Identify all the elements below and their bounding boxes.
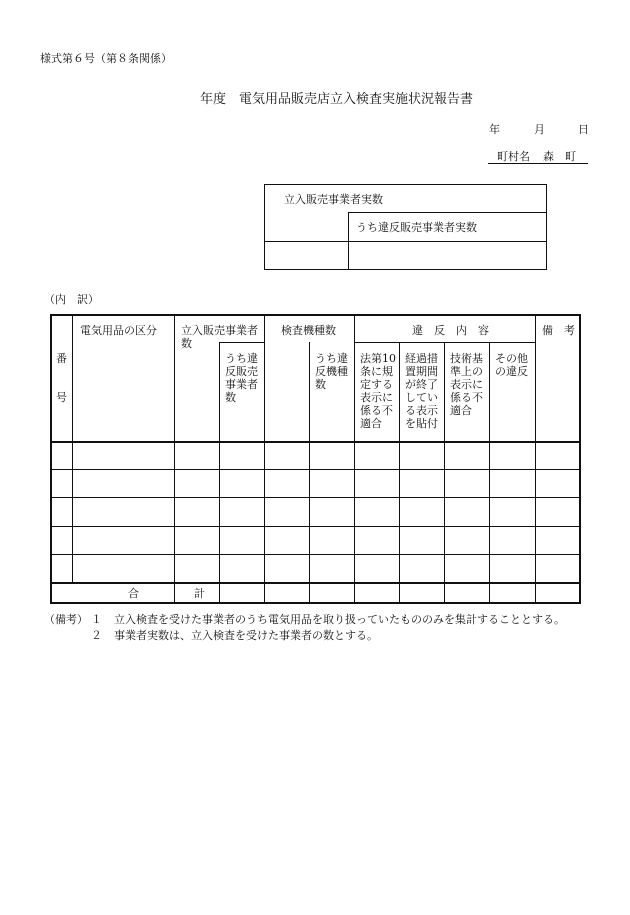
header-category: 電気用品の区分	[80, 324, 157, 337]
table-cell[interactable]	[445, 555, 489, 582]
table-cell[interactable]	[52, 555, 72, 582]
table-cell[interactable]	[220, 555, 264, 582]
summary-violating-value[interactable]	[356, 249, 536, 263]
header-violating-dealers: うち違 反販売 事業者 数	[225, 352, 258, 404]
table-cell[interactable]	[490, 498, 535, 526]
table-cell[interactable]	[355, 527, 399, 554]
header-inspected-types: 検査機種数	[281, 324, 336, 337]
header-other: その他 の違反	[495, 352, 528, 378]
table-cell[interactable]	[355, 470, 399, 497]
table-cell[interactable]	[400, 527, 444, 554]
date-month: 月	[534, 123, 545, 136]
table-cell[interactable]	[52, 443, 72, 469]
header-violating-types: うち違 反機種 数	[315, 352, 348, 391]
table-cell[interactable]	[175, 555, 219, 582]
summary-border	[546, 184, 547, 270]
breakdown-label: （内 訳）	[44, 293, 99, 306]
table-cell[interactable]	[490, 470, 535, 497]
table-border	[50, 582, 581, 584]
table-cell[interactable]	[355, 555, 399, 582]
header-number: 番 号	[56, 352, 67, 404]
summary-border	[264, 241, 547, 242]
header-art10: 法第10 条に規 定する 表示に 係る不 適合	[360, 352, 396, 430]
table-cell[interactable]	[536, 470, 579, 497]
table-cell[interactable]	[536, 443, 579, 469]
table-cell[interactable]	[265, 527, 309, 554]
header-technical: 技術基 準上の 表示に 係る不 適合	[450, 352, 483, 417]
notes-label: （備考）	[44, 613, 88, 626]
table-cell[interactable]	[310, 443, 354, 469]
table-cell[interactable]	[73, 498, 174, 526]
table-cell[interactable]	[310, 527, 354, 554]
table-cell[interactable]	[265, 555, 309, 582]
note-num: １	[91, 613, 102, 626]
table-cell[interactable]	[265, 470, 309, 497]
summary-violating-label: うち違反販売事業者実数	[356, 221, 477, 234]
table-cell[interactable]	[220, 443, 264, 469]
note-text: 事業者実数は、立入検査を受けた事業者の数とする。	[114, 629, 378, 642]
table-cell[interactable]	[73, 555, 174, 582]
table-cell[interactable]	[400, 470, 444, 497]
table-cell[interactable]	[175, 527, 219, 554]
table-border	[50, 602, 581, 604]
municipality-label: 町村名	[497, 150, 530, 163]
table-cell[interactable]	[73, 527, 174, 554]
table-cell[interactable]	[310, 498, 354, 526]
table-cell[interactable]	[355, 443, 399, 469]
table-cell[interactable]	[536, 527, 579, 554]
table-cell[interactable]	[536, 555, 579, 582]
summary-border	[264, 269, 547, 270]
table-cell[interactable]	[265, 498, 309, 526]
summary-inspected-value[interactable]	[272, 249, 342, 263]
table-cell[interactable]	[265, 443, 309, 469]
date-day: 日	[578, 123, 589, 136]
table-border	[50, 314, 581, 316]
header-dealers: 立入販売事業者 数	[181, 324, 258, 350]
table-cell[interactable]	[400, 498, 444, 526]
note-num: ２	[91, 629, 102, 642]
table-border	[579, 314, 581, 604]
table-cell[interactable]	[490, 527, 535, 554]
header-remarks: 備 考	[542, 324, 575, 337]
table-cell[interactable]	[175, 498, 219, 526]
summary-border	[348, 212, 349, 270]
municipality-name: 森 町	[543, 150, 576, 163]
table-cell[interactable]	[400, 555, 444, 582]
header-transitional: 経過措 置期間 が終了 してい る表示 を貼付	[405, 352, 438, 430]
summary-border	[348, 212, 547, 213]
table-cell[interactable]	[175, 470, 219, 497]
table-cell[interactable]	[52, 527, 72, 554]
table-cell[interactable]	[445, 527, 489, 554]
table-cell[interactable]	[52, 470, 72, 497]
table-cell[interactable]	[175, 443, 219, 469]
table-cell[interactable]	[445, 498, 489, 526]
date-year: 年	[489, 123, 500, 136]
table-cell[interactable]	[490, 443, 535, 469]
table-cell[interactable]	[536, 498, 579, 526]
table-cell[interactable]	[220, 470, 264, 497]
table-cell[interactable]	[310, 555, 354, 582]
table-cell[interactable]	[445, 470, 489, 497]
table-cell[interactable]	[445, 443, 489, 469]
summary-inspected-label: 立入販売事業者実数	[284, 193, 383, 206]
summary-border	[264, 184, 547, 185]
table-cell[interactable]	[490, 555, 535, 582]
table-cell[interactable]	[73, 443, 174, 469]
header-violation-content: 違 反 内 容	[412, 324, 489, 337]
table-cell[interactable]	[355, 498, 399, 526]
page-title: 年度 電気用品販売店立入検査実施状況報告書	[200, 92, 474, 107]
form-number: 様式第６号（第８条関係）	[40, 52, 172, 65]
table-cell[interactable]	[52, 498, 72, 526]
table-cell[interactable]	[310, 470, 354, 497]
table-cell[interactable]	[220, 527, 264, 554]
table-cell[interactable]	[400, 443, 444, 469]
total-label: 合 計	[128, 587, 205, 600]
summary-border	[264, 184, 265, 270]
municipality-underline	[488, 163, 588, 164]
table-cell[interactable]	[220, 498, 264, 526]
note-text: 立入検査を受けた事業者のうち電気用品を取り扱っていたもののみを集計することとする。	[114, 613, 565, 626]
table-cell[interactable]	[73, 470, 174, 497]
